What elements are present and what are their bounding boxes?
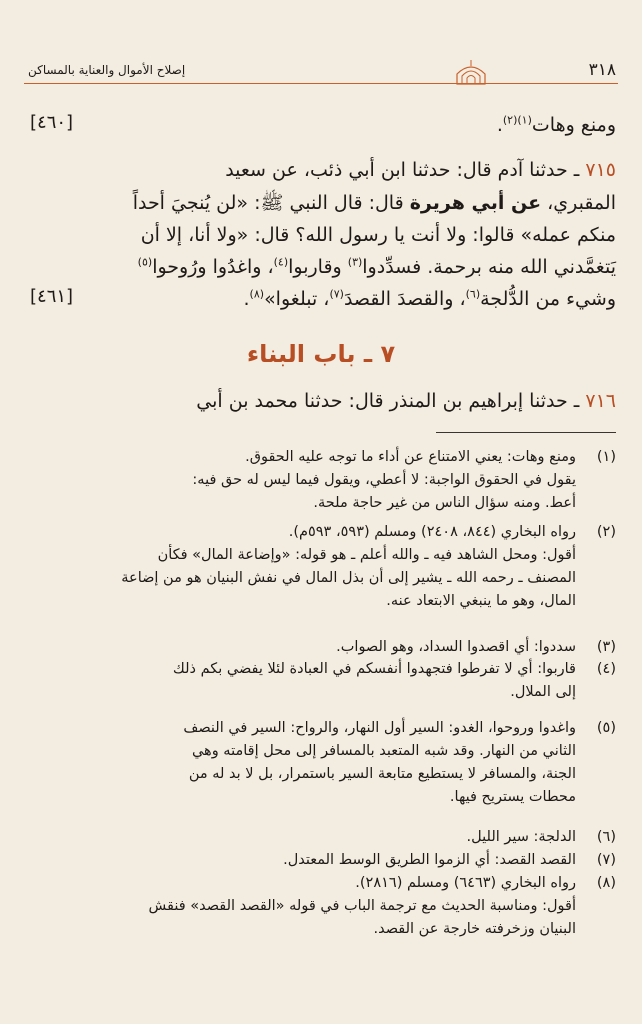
footnote-ref: (٨)	[249, 287, 265, 301]
footnote-number: (٤)	[596, 661, 616, 677]
footnote-line: إلى الملال.	[510, 684, 576, 700]
footnote-number: (٦)	[596, 829, 616, 845]
hadith-715-line-5	[24, 286, 616, 312]
footnote-body	[28, 849, 576, 872]
hadith-715-text-2a: المقبري،	[541, 192, 616, 214]
hadith-715-line-1	[24, 157, 616, 183]
hadith-715-line-4	[24, 254, 616, 280]
footnote-ref: (٥)	[137, 255, 153, 269]
chapter-heading: ٧ ـ باب البناء	[246, 340, 396, 368]
hadith-716-text: ـ حدثنا إبراهيم بن المنذر قال: حدثنا محمد بن أبي	[196, 390, 580, 412]
entry-714-bracket: [٤٦٠]	[30, 112, 74, 133]
footnote-ref: (٧)	[329, 287, 344, 301]
entry-714-text: ومنع وهات	[531, 114, 616, 136]
footnote-number: (٥)	[596, 720, 616, 736]
footnote-line: يقول في الحقوق الواجبة: لا أعطي، ويقول فيما ليس له حق فيه:	[192, 472, 576, 488]
page-number: ٣١٨	[588, 60, 616, 80]
footnote-body	[28, 446, 576, 515]
footnote-6	[28, 826, 616, 849]
footnote-body	[28, 717, 576, 809]
footnote-line: ومنع وهات: يعني الامتناع عن أداء ما توجه عليه الحقوق.	[245, 449, 576, 465]
footnote-line: الجنة، والمسافر لا يستطيع متابعة السير باستمرار، بل لا بد له من	[188, 766, 576, 782]
footnote-7	[28, 849, 616, 872]
footnote-number: (٢)	[596, 524, 616, 540]
footnote-line: الثاني من النهار. وقد شبه المتعبد بالمسافر إلى محل إقامته وهي	[191, 743, 576, 759]
narrator-name: عن أبي هريرة	[409, 192, 542, 214]
hadith-715-line-3	[24, 222, 616, 248]
hadith-715-text-4c: ، واغدُوا ورُوحوا	[152, 256, 274, 278]
hadith-715-line-2	[24, 190, 616, 216]
footnote-4	[28, 658, 616, 704]
footnote-line: أعط. ومنه سؤال الناس من غير حاجة ملحة.	[313, 495, 576, 511]
hadith-715-text-2b: قال: قال النبي ﷺ: «لن يُنجيَ أحداً	[132, 192, 410, 214]
running-title: إصلاح الأموال والعناية بالمساكن	[28, 63, 186, 77]
footnote-body	[28, 521, 576, 613]
footnote-number: (٧)	[596, 852, 616, 868]
hadith-715-text-4b: وقاربوا	[288, 256, 348, 278]
footnote-number: (١)	[596, 449, 616, 465]
hadith-715-bracket: [٤٦١]	[30, 286, 74, 307]
hadith-715-text-5d: .	[243, 288, 250, 310]
entry-714-line: ومنع وهات$^{(١)(٢)}$.	[496, 113, 616, 136]
footnote-5	[28, 717, 616, 809]
footnote-8	[28, 872, 616, 941]
hadith-715-number: ٧١٥	[585, 159, 616, 181]
footnote-number: (٣)	[596, 639, 616, 655]
hadith-715-text-4a: يَتغمَّدني الله منه برحمة. فسدِّدوا	[362, 256, 616, 278]
hadith-715-text-1: ـ حدثنا آدم قال: حدثنا ابن أبي ذئب، عن سعيد	[225, 159, 580, 181]
footnote-line: المال، وهو ما ينبغي الابتعاد عنه.	[386, 593, 576, 609]
footnote-line: محطات يستريح فيها.	[449, 789, 576, 805]
footnote-line: الدلجة: سير الليل.	[466, 829, 576, 845]
footnote-ref: (٤)	[273, 255, 289, 269]
hadith-715-text-5b: ، والقصدَ القصدَ	[343, 288, 466, 310]
footnote-body	[28, 826, 576, 849]
footnote-line: رواه البخاري (٦٤٦٣) ومسلم (٢٨١٦).	[355, 875, 576, 891]
footnote-line: البنيان وزخرفته خارجة عن القصد.	[373, 921, 576, 937]
hadith-715-text-5c: ، تبلغوا»	[264, 288, 330, 310]
footnote-line: واغدوا وروحوا، الغدو: السير أول النهار، والرواح: السير في النصف	[183, 720, 576, 736]
footnote-separator	[436, 432, 616, 433]
footnote-body	[28, 872, 576, 941]
footnote-2	[28, 521, 616, 613]
footnote-3	[28, 636, 616, 659]
footnote-1	[28, 446, 616, 515]
footnote-body	[28, 636, 576, 659]
footnote-ref: (٦)	[465, 287, 481, 301]
footnote-ref: (٣)	[347, 255, 363, 269]
footnote-line: أقول: ومناسبة الحديث مع ترجمة الباب في قوله «القصد القصد» فنقش	[148, 898, 576, 914]
footnote-line: رواه البخاري (٨٤٤، ٢٤٠٨) ومسلم (٥٩٣، ٥٩٣م).	[288, 524, 576, 540]
hadith-715-text-3: منكم عمله» قالوا: ولا أنت يا رسول الله؟ قال: «ولا أنا، إلا أن	[140, 224, 616, 246]
hadith-716-number: ٧١٦	[585, 390, 616, 412]
footnote-line: سددوا: أي اقصدوا السداد، وهو الصواب.	[336, 639, 576, 655]
hadith-715-text-5a: وشيء من الدُّلجة	[480, 288, 616, 310]
footnote-line: أقول: ومحل الشاهد فيه ـ والله أعلم ـ هو قوله: «وإضاعة المال» فكأن	[157, 547, 576, 563]
header-rule	[24, 83, 618, 84]
hadith-716-line	[24, 388, 616, 414]
footnote-number: (٨)	[596, 875, 616, 891]
footnote-line: القصد القصد: أي الزموا الطريق الوسط المعتدل.	[283, 852, 576, 868]
footnote-line: المصنف ـ رحمه الله ـ يشير إلى أن بذل المال في نفش البنيان هو من إضاعة	[121, 570, 576, 586]
running-header	[24, 58, 618, 92]
footnote-body	[28, 658, 576, 704]
footnote-line: قاربوا: أي لا تفرطوا فتجهدوا أنفسكم في العبادة لئلا يفضي بكم ذلك	[172, 661, 576, 677]
entry-714-refs: (١)(٢)	[502, 113, 532, 127]
